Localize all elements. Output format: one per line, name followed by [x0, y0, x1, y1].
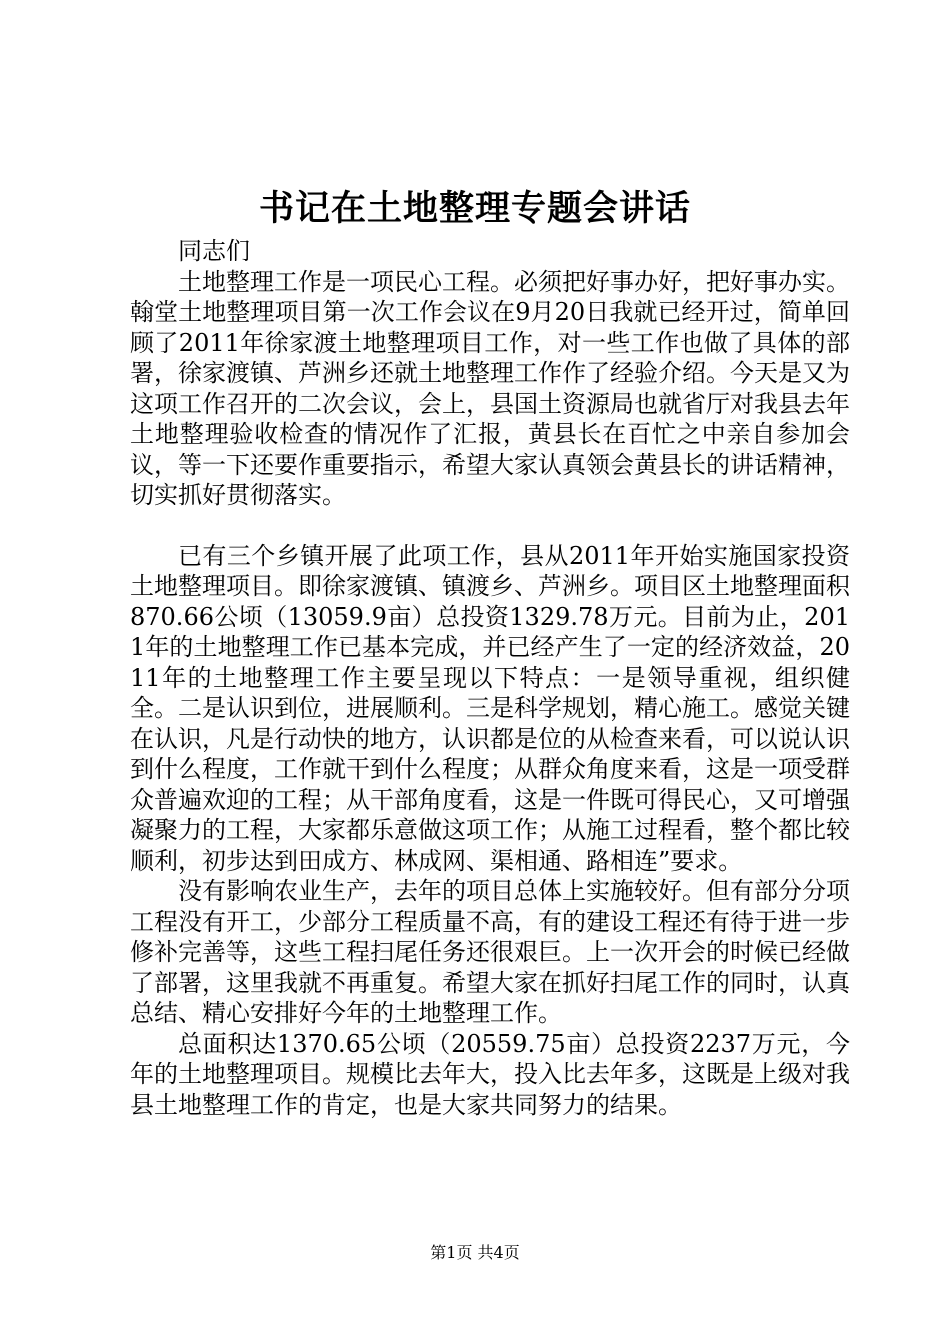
paragraph-1: 土地整理工作是一项民心工程。必须把好事办好，把好事办实。翰堂土地整理项目第一次工作会议在9月20日我就已经开过，简单回顾了2011年徐家渡土地整理项目工作，对一些工作也做了具体的部署，徐家渡镇、芦洲乡还就土地整理工作作了经验介绍。今天是又为这项工作召开的二次会议，会上，县国土资源局也就省厅对我县去年土地整理验收检查的情况作了汇报，黄县长在百忙之中亲自参加会议，等一下还要作重要指示，希望大家认真领会黄县长的讲话精神，切实抓好贯彻落实。: [130, 267, 850, 509]
paragraph-2: 已有三个乡镇开展了此项工作，县从2011年开始实施国家投资土地整理项目。即徐家渡镇、镇渡乡、芦洲乡。项目区土地整理面积870.66公顷（13059.9亩）总投资1329.78万元。目前为止，2011年的土地整理工作已基本完成，并已经产生了一定的经济效益，2011年的土地整理工作主要呈现以下特点：一是领导重视，组织健全。二是认识到位，进展顺利。三是科学规划，精心施工。感觉关键在认识，凡是行动快的地方，认识都是位的从检查来看，可以说认识到什么程度，工作就干到什么程度；从群众角度来看，这是一项受群众普遍欢迎的工程；从干部角度看，这是一件既可得民心，又可增强凝聚力的工程，大家都乐意做这项工作；从施工过程看，整个都比较顺利，初步达到田成方、林成网、渠相通、路相连”要求。: [130, 541, 850, 875]
document-body: [130, 236, 850, 1120]
document-title: 书记在土地整理专题会讲话: [258, 188, 691, 229]
page-footer: 第1页 共4页: [430, 1243, 520, 1262]
paragraph-4: 总面积达1370.65公顷（20559.75亩）总投资2237万元，今年的土地整理项目。规模比去年大，投入比去年多，这既是上级对我县土地整理工作的肯定，也是大家共同努力的结果。: [130, 1029, 850, 1119]
paragraph-3: 没有影响农业生产，去年的项目总体上实施较好。但有部分分项工程没有开工，少部分工程质量不高，有的建设工程还有待于进一步修补完善等，这些工程扫尾任务还很艰巨。上一次开会的时候已经做了部署，这里我就不再重复。希望大家在抓好扫尾工作的同时，认真总结、精心安排好今年的土地整理工作。: [130, 877, 850, 1027]
salutation: 同志们: [178, 237, 250, 265]
paragraph-spacer: [130, 511, 850, 541]
